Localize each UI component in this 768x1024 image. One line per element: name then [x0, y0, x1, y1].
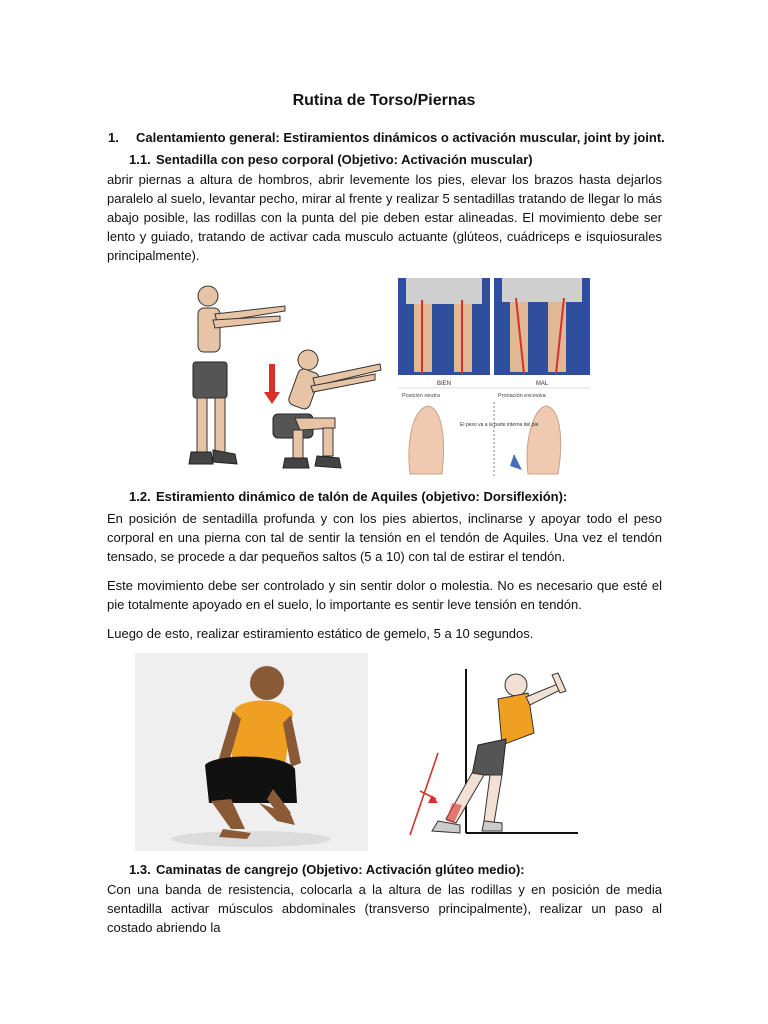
subsection-1-2-body-2: Este movimiento debe ser controlado y sin sentir dolor o molestia. No es necesario que esté el pie totalmente apoyado en el suelo, lo importante es sentir leve tensión en tendón.	[107, 578, 662, 612]
subsection-1-2-body-3: Luego de esto, realizar estiramiento estático de gemelo, 5 a 10 segundos.	[107, 626, 534, 641]
subsection-1-2-body-1: En posición de sentadilla profunda y con los pies abiertos, inclinarse y apoyar todo el peso corporal en una pierna con tal de sentir la tensión en el tendón de Aquiles. Una vez el tendón tensado, se procede a dar pequeños saltos (5 a 10) con tal de estirar el tendón.	[107, 511, 662, 564]
squat-illustration	[175, 278, 385, 476]
subsection-1-1-body: abrir piernas a altura de hombros, abrir levemente los pies, elevar los brazos hasta dejarlos paralelo al suelo, levantar pecho, mirar al frente y realizar 5 sentadillas tratando de llegar lo más abajo posible, las rodillas con la punta del pie deben estar alineadas. El movimiento debe ser lento y guiado, tratando de activar cada musculo actuante (glúteos, cuádriceps e isquiosurales principalmente).	[107, 172, 662, 263]
caption-weight: El peso va a la parte interna del pie	[460, 422, 539, 428]
label-good: BIEN	[436, 381, 452, 387]
section-1-heading	[108, 130, 668, 145]
calf-stretch-illustration	[398, 663, 578, 851]
subsection-1-3-heading	[129, 862, 669, 877]
caption-pronation: Pronación excesiva	[498, 393, 546, 399]
subsection-1-2-heading	[129, 489, 669, 504]
subsection-1-3-body: Con una banda de resistencia, colocarla a la altura de las rodillas y en posición de media sentadilla activar músculos abdominales (transverso principalmente), realizar un paso al costado abriendo la	[107, 882, 662, 935]
page-title: Rutina de Torso/Piernas	[292, 92, 476, 109]
subsection-1-3-text: Caminatas de cangrejo (Objetivo: Activación glúteo medio):	[156, 862, 525, 877]
caption-neutral: Posición neutra	[402, 393, 440, 399]
achilles-stretch-illustration	[135, 653, 368, 851]
subsection-1-1-number: 1.1.	[129, 152, 151, 167]
subsection-1-1-text: Sentadilla con peso corporal (Objetivo: Activación muscular)	[156, 152, 533, 167]
section-1-text: Calentamiento general: Estiramientos dinámicos o activación muscular, joint by joint.	[136, 130, 665, 145]
knee-alignment-figure	[398, 278, 590, 476]
subsection-1-1-heading	[129, 152, 669, 167]
section-1-number: 1.	[108, 130, 119, 145]
subsection-1-2-text: Estiramiento dinámico de talón de Aquiles (objetivo: Dorsiflexión):	[156, 489, 568, 504]
subsection-1-2-number: 1.2.	[129, 489, 151, 504]
label-bad: MAL	[535, 381, 549, 387]
subsection-1-3-number: 1.3.	[129, 862, 151, 877]
